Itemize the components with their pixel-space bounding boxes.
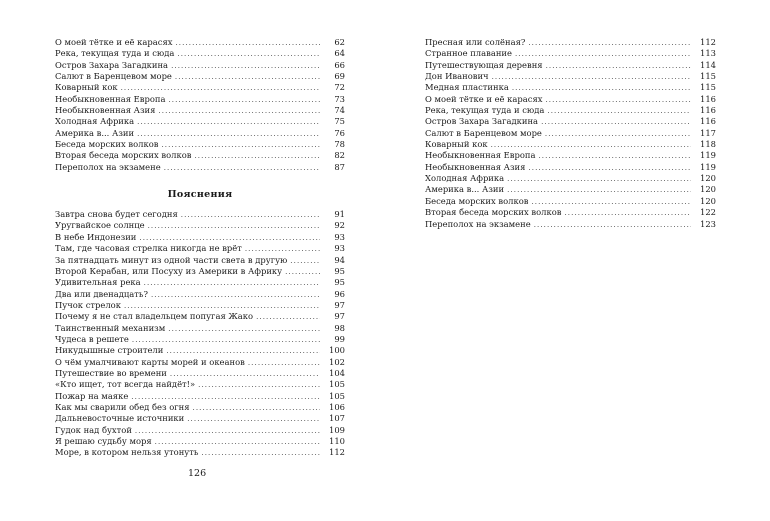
toc-entry bbox=[55, 139, 345, 150]
toc-entry-page: 69 bbox=[334, 71, 345, 82]
toc-entry bbox=[55, 436, 345, 447]
dot-leader bbox=[248, 358, 320, 369]
toc-entry bbox=[55, 425, 345, 436]
toc-entry-title: Необыкновенная Европа bbox=[55, 93, 166, 104]
dot-leader bbox=[135, 426, 320, 437]
toc-entry-title: Беседа морских волков bbox=[425, 195, 529, 206]
toc-entry-title: Необыкновенная Европа bbox=[425, 150, 536, 161]
toc-entry-page: 93 bbox=[334, 243, 345, 254]
toc-entry bbox=[55, 243, 345, 254]
toc-entry bbox=[55, 323, 345, 334]
toc-entry bbox=[425, 128, 716, 139]
dot-leader bbox=[164, 163, 320, 174]
toc-entry bbox=[55, 413, 345, 424]
toc-entry-title: Два или двенадцать? bbox=[55, 288, 148, 299]
toc-entry-title: О чём умалчивают карты морей и океанов bbox=[55, 356, 245, 367]
toc-entry bbox=[55, 94, 345, 105]
toc-entry-title: Беседа морских волков bbox=[55, 139, 159, 150]
toc-entry-title: Необыкновенная Азия bbox=[425, 161, 526, 172]
toc-entry-page: 122 bbox=[700, 207, 716, 218]
toc-entry bbox=[55, 232, 345, 243]
toc-entry-page: 123 bbox=[700, 218, 716, 229]
toc-entry-title: Коварный кок bbox=[425, 139, 488, 150]
toc-entry-page: 76 bbox=[334, 127, 345, 138]
toc-entry bbox=[425, 60, 716, 71]
toc-entry-title: Америка в... Азии bbox=[55, 127, 135, 138]
toc-entry bbox=[425, 196, 716, 207]
toc-entry-page: 75 bbox=[334, 116, 345, 127]
toc-entry-page: 119 bbox=[700, 161, 716, 172]
toc-entry-title: Удивительная река bbox=[55, 277, 141, 288]
toc-entry bbox=[425, 207, 716, 218]
toc-entry-page: 109 bbox=[329, 424, 345, 435]
toc-entry bbox=[55, 105, 345, 116]
toc-entry-page: 120 bbox=[700, 184, 716, 195]
toc-entry bbox=[425, 48, 716, 59]
toc-entry-page: 91 bbox=[334, 209, 345, 220]
dot-leader bbox=[564, 208, 691, 219]
toc-entry-page: 74 bbox=[334, 105, 345, 116]
right-toc bbox=[425, 37, 716, 230]
toc-entry-page: 66 bbox=[334, 59, 345, 70]
toc-entry-page: 106 bbox=[329, 401, 345, 412]
toc-entry bbox=[425, 162, 716, 173]
toc-entry-page: 110 bbox=[329, 436, 345, 446]
dot-leader bbox=[168, 324, 320, 335]
dot-leader bbox=[151, 290, 320, 301]
left-toc bbox=[55, 37, 345, 459]
toc-entry-page: 112 bbox=[329, 447, 345, 458]
toc-entry bbox=[55, 48, 345, 59]
toc-entry-page: 105 bbox=[329, 379, 345, 390]
toc-entry-title: Дальневосточные источники bbox=[55, 413, 185, 424]
dot-leader bbox=[171, 61, 320, 72]
dot-leader bbox=[285, 267, 320, 278]
toc-entry bbox=[425, 71, 716, 82]
toc-entry bbox=[55, 300, 345, 311]
toc-entry bbox=[425, 219, 716, 230]
toc-entry-title: Чудеса в решете bbox=[55, 333, 129, 344]
dot-leader bbox=[256, 312, 320, 323]
dot-leader bbox=[528, 163, 691, 174]
toc-entry-page: 99 bbox=[334, 333, 345, 344]
dot-leader bbox=[177, 49, 320, 60]
toc-entry-title: Салют в Баренцевом море bbox=[425, 127, 542, 138]
toc-entry-page: 73 bbox=[334, 93, 345, 104]
toc-entry-page: 116 bbox=[700, 105, 716, 116]
toc-entry bbox=[425, 94, 716, 105]
toc-entry bbox=[55, 402, 345, 413]
toc-entry-page: 116 bbox=[700, 93, 716, 104]
toc-entry-title: Путешествующая деревня bbox=[425, 59, 543, 70]
toc-entry bbox=[55, 255, 345, 266]
toc-entry-page: 116 bbox=[700, 116, 716, 127]
dot-leader bbox=[181, 210, 320, 221]
toc-list-right bbox=[425, 37, 716, 230]
toc-entry bbox=[425, 116, 716, 127]
toc-list-explanations bbox=[55, 209, 345, 459]
toc-list-top bbox=[55, 37, 345, 173]
toc-entry-title: Река, текущая туда и сюда bbox=[425, 105, 545, 116]
toc-entry-title: О моей тётке и её карасях bbox=[55, 37, 173, 47]
toc-entry-page: 92 bbox=[334, 220, 345, 231]
toc-entry-title: Там, где часовая стрелка никогда не врёт bbox=[55, 243, 242, 254]
toc-entry-title: Море, в котором нельзя утонуть bbox=[55, 447, 199, 458]
toc-entry bbox=[55, 379, 345, 390]
dot-leader bbox=[492, 72, 691, 83]
toc-entry-page: 95 bbox=[334, 277, 345, 288]
toc-entry-page: 94 bbox=[334, 254, 345, 265]
dot-leader bbox=[175, 38, 320, 49]
toc-entry bbox=[55, 266, 345, 277]
toc-entry-title: Америка в... Азии bbox=[425, 184, 505, 195]
toc-entry-page: 119 bbox=[700, 150, 716, 161]
dot-leader bbox=[198, 380, 320, 391]
dot-leader bbox=[168, 95, 320, 106]
toc-entry-title: Пресная или солёная? bbox=[425, 37, 526, 47]
toc-entry-title: Вторая беседа морских волков bbox=[55, 150, 192, 161]
toc-entry-page: 62 bbox=[334, 37, 345, 47]
toc-entry bbox=[55, 289, 345, 300]
toc-entry-page: 95 bbox=[334, 265, 345, 276]
toc-entry-page: 105 bbox=[329, 390, 345, 401]
toc-entry-title: Уругвайское солнце bbox=[55, 220, 145, 231]
toc-entry-title: Холодная Африка bbox=[425, 173, 505, 184]
toc-entry-page: 120 bbox=[700, 173, 716, 184]
dot-leader bbox=[507, 185, 691, 196]
toc-entry bbox=[55, 150, 345, 161]
toc-entry-page: 104 bbox=[329, 367, 345, 378]
toc-entry-title: Пучок стрелок bbox=[55, 299, 121, 310]
toc-entry bbox=[425, 139, 716, 150]
toc-entry-page: 115 bbox=[700, 71, 716, 82]
toc-entry-page: 114 bbox=[700, 59, 716, 70]
toc-entry-title: Я решаю судьбу моря bbox=[55, 436, 152, 446]
dot-leader bbox=[201, 448, 320, 459]
dot-leader bbox=[541, 117, 691, 128]
dot-leader bbox=[137, 129, 320, 140]
toc-entry bbox=[55, 277, 345, 288]
dot-leader bbox=[528, 38, 691, 49]
toc-entry-page: 98 bbox=[334, 322, 345, 333]
toc-entry-page: 82 bbox=[334, 150, 345, 161]
toc-entry-page: 93 bbox=[334, 231, 345, 242]
toc-entry-page: 97 bbox=[334, 299, 345, 310]
toc-entry bbox=[425, 82, 716, 93]
toc-entry-page: 117 bbox=[700, 127, 716, 138]
toc-entry-page: 87 bbox=[334, 161, 345, 172]
page-number: 126 bbox=[188, 468, 207, 479]
toc-entry bbox=[425, 150, 716, 161]
toc-entry-page: 78 bbox=[334, 139, 345, 150]
toc-entry bbox=[55, 82, 345, 93]
toc-entry-page: 118 bbox=[700, 139, 716, 150]
toc-entry-title: Странное плавание bbox=[425, 48, 512, 59]
dot-leader bbox=[538, 151, 691, 162]
dot-leader bbox=[534, 220, 691, 231]
toc-entry-title: В небе Индонезии bbox=[55, 231, 137, 242]
dot-leader bbox=[158, 106, 320, 117]
toc-entry-title: Необыкновенная Азия bbox=[55, 105, 156, 116]
toc-entry bbox=[55, 128, 345, 139]
toc-entry bbox=[55, 368, 345, 379]
toc-entry bbox=[55, 37, 345, 48]
toc-entry-page: 97 bbox=[334, 311, 345, 322]
toc-entry bbox=[55, 345, 345, 356]
toc-entry-page: 107 bbox=[329, 413, 345, 424]
toc-entry-title: О моей тётке и её карасях bbox=[425, 93, 543, 104]
toc-entry bbox=[55, 60, 345, 71]
dot-leader bbox=[290, 256, 320, 267]
dot-leader bbox=[144, 278, 320, 289]
toc-entry-page: 72 bbox=[334, 82, 345, 93]
toc-entry-title: Переполох на экзамене bbox=[55, 161, 161, 172]
toc-entry-title: Остров Захара Загадкина bbox=[425, 116, 539, 127]
toc-entry-page: 113 bbox=[700, 48, 716, 59]
right-page bbox=[385, 0, 770, 521]
toc-entry-title: Медная пластинка bbox=[425, 82, 509, 93]
toc-entry-title: Почему я не стал владельцем попугая Жако bbox=[55, 311, 254, 322]
toc-entry bbox=[425, 105, 716, 116]
toc-entry-page: 64 bbox=[334, 48, 345, 59]
toc-entry-title: Салют в Баренцевом море bbox=[55, 71, 172, 82]
toc-entry-title: Таинственный механизм bbox=[55, 322, 166, 333]
dot-leader bbox=[507, 174, 691, 185]
dot-leader bbox=[187, 414, 320, 425]
toc-entry-title: Второй Керабан, или Посуху из Америки в Африку bbox=[55, 265, 283, 276]
toc-entry-page: 115 bbox=[700, 82, 716, 93]
toc-entry-title: За пятнадцать минут из одной части света в другую bbox=[55, 254, 288, 265]
toc-entry-title: Пожар на маяке bbox=[55, 390, 129, 401]
dot-leader bbox=[175, 72, 320, 83]
toc-entry-title: Переполох на экзамене bbox=[425, 218, 531, 229]
toc-entry-title: Никудышные строители bbox=[55, 345, 164, 356]
toc-entry bbox=[55, 220, 345, 231]
toc-entry bbox=[55, 334, 345, 345]
toc-entry-page: 96 bbox=[334, 288, 345, 299]
dot-leader bbox=[137, 117, 320, 128]
dot-leader bbox=[194, 151, 320, 162]
toc-entry-title: Коварный кок bbox=[55, 82, 118, 93]
section-heading: Пояснения bbox=[167, 189, 233, 201]
toc-entry-page: 120 bbox=[700, 195, 716, 206]
dot-leader bbox=[545, 95, 691, 106]
toc-entry-title: Как мы сварили обед без огня bbox=[55, 401, 190, 412]
toc-entry-title: Вторая беседа морских волков bbox=[425, 207, 562, 218]
toc-entry bbox=[425, 173, 716, 184]
toc-entry-title: Путешествие во времени bbox=[55, 367, 167, 378]
toc-entry bbox=[55, 71, 345, 82]
toc-entry-page: 100 bbox=[329, 345, 345, 356]
toc-entry-title: Холодная Африка bbox=[55, 116, 135, 127]
toc-entry bbox=[55, 311, 345, 322]
toc-entry-title: Гудок над бухтой bbox=[55, 424, 132, 435]
toc-entry bbox=[55, 357, 345, 368]
toc-entry-title: Остров Захара Загадкина bbox=[55, 59, 169, 70]
dot-leader bbox=[546, 61, 691, 72]
toc-entry-page: 102 bbox=[329, 356, 345, 367]
toc-entry bbox=[55, 447, 345, 458]
toc-entry-title: Река, текущая туда и сюда bbox=[55, 48, 175, 59]
toc-entry-title: «Кто ищет, тот всегда найдёт!» bbox=[55, 379, 196, 390]
toc-entry bbox=[55, 116, 345, 127]
toc-entry-title: Завтра снова будет сегодня bbox=[55, 209, 178, 220]
dot-leader bbox=[547, 106, 691, 117]
toc-entry bbox=[55, 209, 345, 220]
toc-entry bbox=[55, 162, 345, 173]
toc-entry bbox=[55, 391, 345, 402]
toc-entry bbox=[425, 184, 716, 195]
toc-entry-title: Дон Иванович bbox=[425, 71, 489, 82]
toc-entry bbox=[425, 37, 716, 48]
dot-leader bbox=[545, 129, 691, 140]
dot-leader bbox=[148, 221, 320, 232]
dot-leader bbox=[193, 403, 320, 414]
toc-entry-page: 112 bbox=[700, 37, 716, 47]
